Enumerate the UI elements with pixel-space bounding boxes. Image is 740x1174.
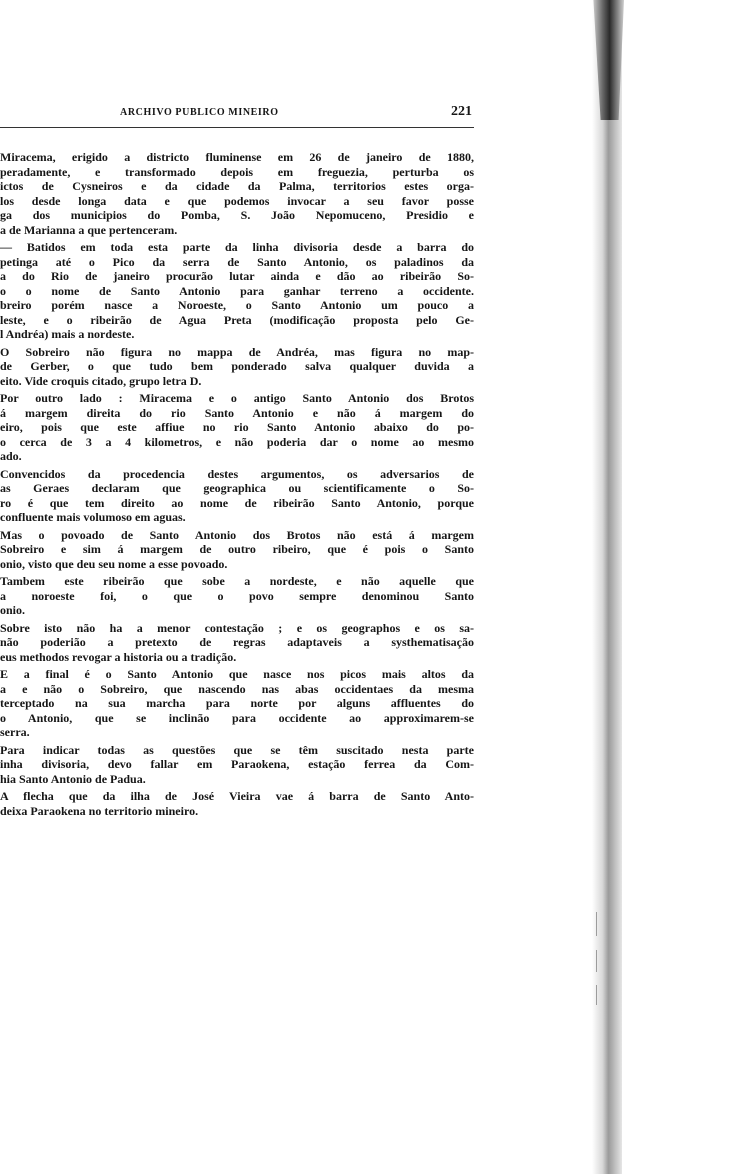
text-line: terceptado na sua marcha para norte por alguns affluentes do — [0, 696, 474, 710]
text-line: eus methodos revogar a historia ou a tradição. — [0, 649, 237, 664]
text-line: Convencidos da procedencia destes argumentos, os adversarios de — [0, 466, 474, 481]
text-line: deixa Paraokena no territorio mineiro. — [0, 803, 199, 818]
header-rule — [0, 127, 474, 128]
text-line: não poderião a pretexto de regras adaptaveis a systhematisação — [0, 635, 474, 649]
text-line: as Geraes declaram que geographica ou scientificamente o So- — [0, 481, 474, 495]
text-line: ro é que tem direito ao nome de ribeirão Santo Antonio, porque — [0, 495, 474, 510]
page-number: 221 — [451, 104, 472, 119]
text-line: breiro porém nasce a Noroeste, o Santo Antonio um pouco a — [0, 298, 474, 312]
text-line: o o nome de Santo Antonio para ganhar terreno a occidente. — [0, 283, 474, 298]
text-line: — Batidos em toda esta parte da linha divisoria desde a barra do — [0, 240, 474, 254]
text-line: o cerca de 3 a 4 kilometros, e não poderia dar o nome ao mesmo — [0, 434, 474, 449]
text-line: serra. — [0, 725, 30, 739]
text-line: eiro, pois que este affiue no rio Santo Antonio abaixo do po- — [0, 420, 474, 434]
text-line: confluente mais volumoso em aguas. — [0, 510, 186, 524]
text-line: a noroeste foi, o que o povo sempre denominou Santo — [0, 588, 474, 603]
margin-mark — [596, 912, 597, 936]
text-line: peradamente, e transformado depois em freguezia, perturba os — [0, 164, 474, 179]
text-line: Por outro lado : Miracema e o antigo Santo Antonio dos Brotos — [0, 391, 474, 405]
text-line: los desde longa data e que podemos invocar a seu favor posse — [0, 193, 474, 208]
text-line: onio. — [0, 603, 26, 617]
text-line: a e não o Sobreiro, que nascendo nas abas occidentaes da mesma — [0, 681, 474, 696]
text-line: Sobreiro e sim á margem de outro ribeiro, que é pois o Santo — [0, 542, 474, 556]
text-line: á margem direita do rio Santo Antonio e não á margem do — [0, 405, 474, 420]
text-line: Miracema, erigido a districto fluminense em 26 de janeiro de 1880, — [0, 150, 474, 164]
text-line: Tambem este ribeirão que sobe a nordeste, e não aquelle que — [0, 574, 474, 588]
text-line: o Antonio, que se inclinão para occidente ao approximarem-se — [0, 710, 474, 725]
page-header — [0, 106, 474, 122]
text-line: de Gerber, o que tudo bem ponderado salva qualquer duvida a — [0, 359, 474, 373]
text-line: a do Rio de janeiro procurão lutar ainda e dão ao ribeirão So- — [0, 269, 474, 283]
body-text — [0, 150, 474, 818]
text-line: ado. — [0, 449, 22, 463]
text-line: ictos de Cysneiros e da cidade da Palma, territorios estes orga- — [0, 179, 474, 193]
text-line: Mas o povoado de Santo Antonio dos Brotos não está á margem — [0, 527, 474, 542]
margin-mark — [596, 950, 597, 972]
text-line: Sobre isto não ha a menor contestação ; e os geographos e os sa- — [0, 620, 474, 635]
text-line: ga dos municipios do Pomba, S. João Nepomuceno, Presidio e — [0, 208, 474, 222]
text-line: O Sobreiro não figura no mappa de Andréa, mas figura no map- — [0, 344, 474, 359]
text-line: eito. Vide croquis citado, grupo letra D. — [0, 373, 202, 388]
margin-mark — [596, 985, 597, 1005]
text-line: A flecha que da ilha de José Vieira vae á barra de Santo Anto- — [0, 789, 474, 803]
text-line: petinga até o Pico da serra de Santo Antonio, os paladinos da — [0, 254, 474, 269]
text-line: leste, e o ribeirão de Agua Preta (modificação proposta pelo Ge- — [0, 312, 474, 327]
text-line: l Andréa) mais a nordeste. — [0, 327, 135, 341]
text-line: E a final é o Santo Antonio que nasce nos picos mais altos da — [0, 667, 474, 681]
text-line: inha divisoria, devo fallar em Paraokena, estação ferrea da Com- — [0, 757, 474, 771]
text-line: onio, visto que deu seu nome a esse povoado. — [0, 556, 228, 571]
text-line: a de Marianna a que pertenceram. — [0, 222, 178, 237]
text-line: Para indicar todas as questões que se têm suscitado nesta parte — [0, 742, 474, 757]
text-line: hia Santo Antonio de Padua. — [0, 771, 146, 786]
running-title: ARCHIVO PUBLICO MINEIRO — [120, 107, 279, 118]
